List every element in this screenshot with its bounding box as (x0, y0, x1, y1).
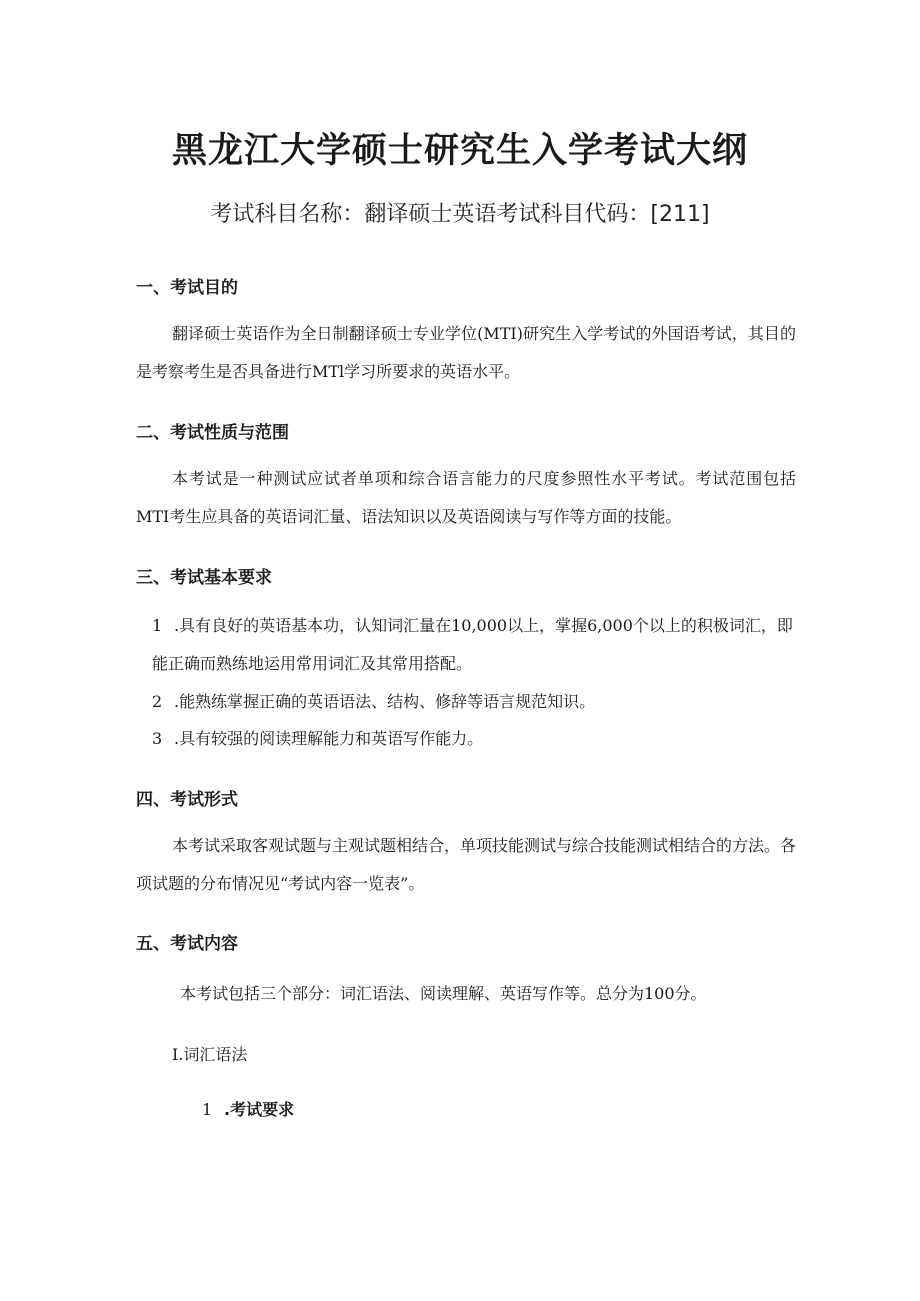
exam-subject-line: 考试科目名称：翻译硕士英语考试科目代码：[211] (210, 202, 710, 227)
sub-item-text: .考试要求 (224, 1100, 295, 1119)
section-heading-scope: 二、考试性质与范围 (136, 423, 289, 443)
document-title: 黑龙江大学硕士研究生入学考试大纲 (171, 131, 748, 171)
section-body-content: 本考试包括三个部分：词汇语法、阅读理解、英语写作等。总分为100分。 (180, 984, 707, 1003)
item-number: 2 (152, 692, 163, 711)
sub-item-number: 1 (202, 1100, 213, 1119)
section-heading-format: 四、考试形式 (136, 790, 238, 810)
requirement-item (152, 607, 797, 683)
item-number: 1 (152, 616, 163, 635)
section-body-purpose: 翻译硕士英语作为全日制翻译硕士专业学位(MTI)研究生入学考试的外国语考试，其目的是考察考生是否具备进行MTl学习所要求的英语水平。 (136, 324, 796, 381)
item-text: .具有较强的阅读理解能力和英语写作能力。 (174, 729, 484, 748)
requirement-item (152, 720, 797, 758)
section-body-scope: 本考试是一种测试应试者单项和综合语言能力的尺度参照性水平考试。考试范围包括MTI考生应具备的英语词汇量、语法知识以及英语阅读与写作等方面的技能。 (136, 469, 796, 526)
sub-item (202, 1097, 294, 1123)
section-heading-content: 五、考试内容 (136, 934, 238, 954)
section-body-format: 本考试采取客观试题与主观试题相结合，单项技能测试与综合技能测试相结合的方法。各项试题的分布情况见“考试内容一览表”。 (136, 836, 797, 893)
item-text: .具有良好的英语基本功，认知词汇量在10,000以上，掌握6,000个以上的积极词汇，即能正确而熟练地运用常用词汇及其常用搭配。 (152, 616, 793, 673)
section-heading-purpose: 一、考试目的 (136, 278, 238, 298)
part-label: I.词汇语法 (172, 1045, 248, 1064)
section-heading-requirements: 三、考试基本要求 (136, 568, 272, 588)
requirement-item (152, 683, 797, 721)
item-number: 3 (152, 729, 163, 748)
item-text: .能熟练掌握正确的英语语法、结构、修辞等语言规范知识。 (174, 692, 596, 711)
